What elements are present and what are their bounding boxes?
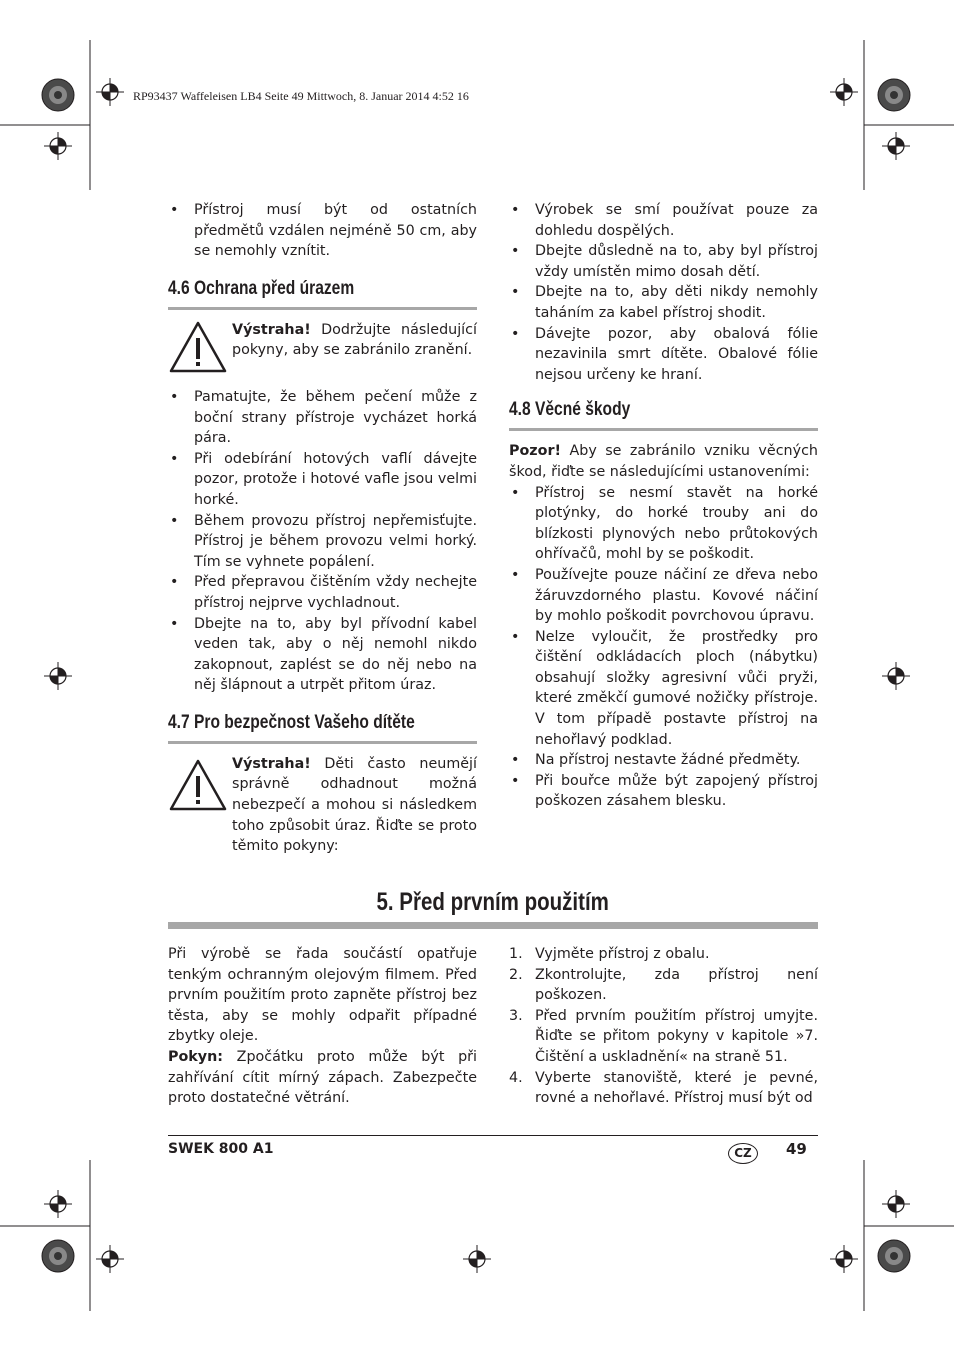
injury-bullet-list — [168, 387, 477, 696]
step-number: 4. — [509, 1069, 523, 1086]
left-column — [168, 200, 477, 857]
warning-text — [232, 320, 477, 361]
list-item: • Před přepravou čištěním vždy nechejte přístroj nejprve vychladnout. — [168, 572, 477, 613]
section-rule — [168, 741, 477, 744]
list-item: • Na přístroj nestavte žádné předměty. — [509, 750, 818, 771]
chapter-title: 5. Před prvním použitím — [376, 888, 610, 916]
warning-triangle-icon — [168, 758, 228, 812]
section-heading: 4.8 Věcné škody — [509, 399, 631, 421]
list-item: • Nelze vyloučit, že prostředky pro čištění odkládacích ploch (nábytku) obsahují složky agresivní vůči pryži, které změkčí gumové nožičky přístroje. V tom případě postavte přístroj na nehořlavý podklad. — [509, 627, 818, 751]
step-text: Před prvním použitím přístroj umyjte. Řiďte se přitom pokyny v kapitole »7. Čištění a uskladnění« na straně 51. — [535, 1007, 818, 1065]
page-number: 49 — [786, 1140, 807, 1158]
list-item: • Používejte pouze náčiní ze dřeva nebo žáruvzdorného plastu. Kovové náčiní by mohlo poškodit povrchovou úpravu. — [509, 565, 818, 627]
step-text: Vyjměte přístroj z obalu. — [535, 946, 710, 962]
step-item — [509, 1006, 818, 1068]
list-item: • Pamatujte, že během pečení může z boční strany přístroje vycházet horká pára. — [168, 387, 477, 449]
step-text: Vyberte stanoviště, které je pevné, rovné a nehořlavé. Přístroj musí být od — [535, 1069, 818, 1107]
note-body: Zpočátku proto může být při zahřívání cítit mírný zápach. Zabezpečte proto dostatečné větrání. — [168, 1048, 477, 1107]
list-item: • Během provozu přístroj nepřemisťujte. Přístroj je během provozu velmi horký. Tím se vyhnete popálení. — [168, 511, 477, 573]
right-column — [509, 200, 818, 812]
list-item: • Dbejte na to, aby děti nikdy nemohly taháním za kabel přístroj shodit. — [509, 282, 818, 323]
warning-label: Výstraha! — [232, 321, 311, 338]
list-item: • Dávejte pozor, aby obalová fólie nezavinila smrt dítěte. Obalové fólie nejsou určeny ke hraní. — [509, 324, 818, 386]
list-item: • Dbejte důsledně na to, aby byl přístroj vždy umístěn mimo dosah dětí. — [509, 241, 818, 282]
list-item: • Přístroj musí být od ostatních předmětů vzdálen nejméně 50 cm, aby se nemohly vznítit. — [168, 200, 477, 262]
warning-body: Dodržujte následující pokyny, aby se zabránilo zranění. — [232, 321, 477, 359]
footer-rule — [168, 1135, 818, 1136]
warning-text — [232, 754, 477, 857]
section-rule — [509, 428, 818, 431]
section-heading: 4.7 Pro bezpečnost Vašeho dítěte — [168, 711, 415, 733]
note-text — [168, 1047, 477, 1109]
list-item: • Dbejte na to, aby byl přívodní kabel veden tak, aby o něj nemohl nikdo zakopnout, zaplést se do něj nebo na něj šlápnout a utrpět přitom úraz. — [168, 614, 477, 696]
language-badge: CZ — [728, 1143, 758, 1164]
intro-bullet-list — [168, 200, 477, 262]
footer-model: SWEK 800 A1 — [168, 1141, 274, 1157]
list-item: • Přístroj se nesmí stavět na horké plotýnky, do horké trouby ani do blízkosti plynových nebo průtokových ohřívačů, mohl by se poškodit. — [509, 483, 818, 565]
chapter-right-column — [509, 944, 818, 1109]
warning-block — [168, 754, 477, 857]
step-number: 2. — [509, 966, 523, 983]
warning-label: Výstraha! — [232, 755, 311, 772]
step-item — [509, 944, 818, 965]
step-number: 1. — [509, 946, 523, 962]
note-label: Pokyn: — [168, 1048, 224, 1065]
chapter-intro-text: Při výrobě se řada součástí opatřuje tenkým ochranným olejovým filmem. Před prvním použitím proto zapněte přístroj bez těsta, aby se mohly odpařit případné zbytky oleje. — [168, 946, 477, 1045]
steps-list — [509, 944, 818, 1109]
warning-triangle-icon — [168, 320, 228, 374]
list-item: • Při odebírání hotových vaflí dávejte pozor, protože i hotové vafle jsou velmi horké. — [168, 449, 477, 511]
caution-text — [509, 441, 818, 482]
section-rule — [168, 307, 477, 310]
warning-body: Děti často neumějí správně odhadnout možná nebezpečí a mohou si následkem toho způsobit úraz. Řiďte se proto těmito pokyny: — [232, 755, 477, 855]
step-text: Zkontrolujte, zda přístroj není poškozen. — [535, 966, 818, 1004]
warning-block — [168, 320, 477, 361]
section-heading: 4.6 Ochrana před úrazem — [168, 277, 355, 299]
section-4-7 — [168, 711, 477, 857]
caution-body: Aby se zabránilo vzniku věcných škod, řiďte se následujícími ustanoveními: — [509, 443, 818, 480]
property-damage-bullet-list — [509, 483, 818, 813]
step-item — [509, 965, 818, 1006]
list-item: • Při bouřce může být zapojený přístroj poškozen zásahem blesku. — [509, 771, 818, 812]
step-number: 3. — [509, 1007, 523, 1024]
section-4-8 — [509, 398, 818, 812]
step-item — [509, 1068, 818, 1109]
caution-label: Pozor! — [509, 443, 562, 460]
chapter-rule — [168, 922, 818, 929]
child-safety-bullet-list — [509, 200, 818, 385]
list-item: • Výrobek se smí používat pouze za dohledu dospělých. — [509, 200, 818, 241]
section-4-6 — [168, 277, 477, 696]
print-slug: RP93437 Waffeleisen LB4 Seite 49 Mittwoch, 8. Januar 2014 4:52 16 — [133, 89, 469, 103]
chapter-left-column — [168, 944, 477, 1109]
